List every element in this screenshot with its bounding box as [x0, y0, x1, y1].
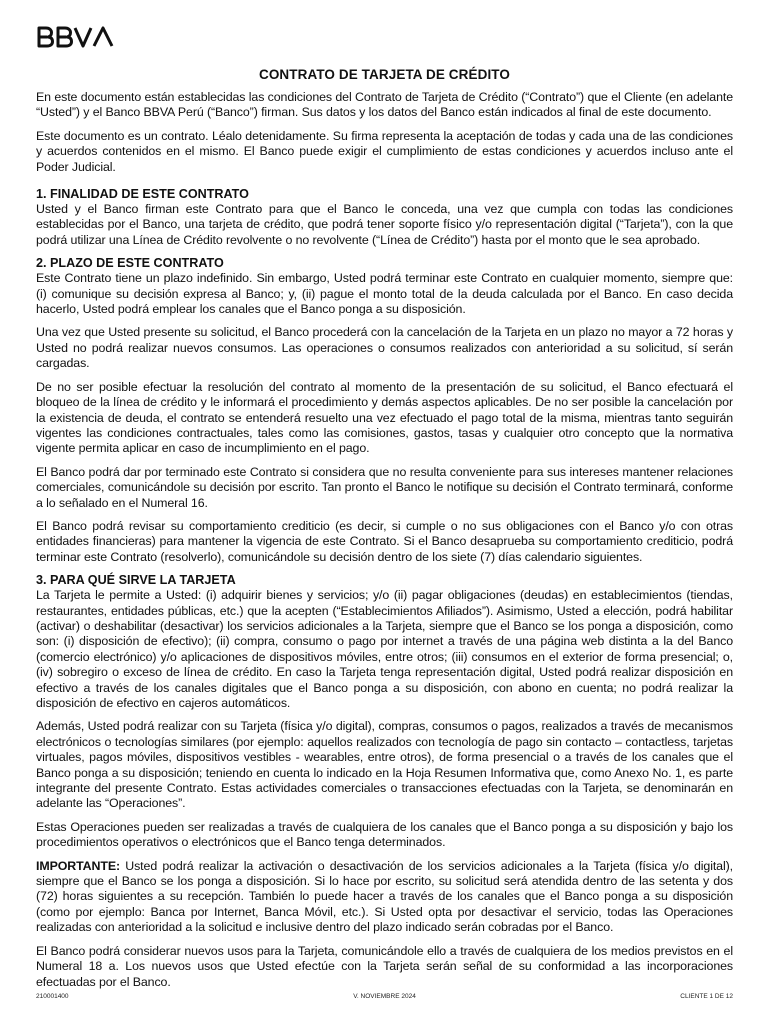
section-paragraph: Estas Operaciones pueden ser realizadas a través de cualquiera de los canales que el Banco ponga a su disposición y bajo los procedimientos operativos o electrónicos que el Banco tenga determinados.: [36, 819, 733, 850]
section-paragraph: El Banco podrá revisar su comportamiento crediticio (es decir, si cumple o no sus obligaciones con el Banco y/o con otras entidades financieras) para mantener la vigencia de este Contrato. Si el Banco desaprueba su comportamiento crediticio, podrá terminar este Contrato (resolverlo), comunicándole su decisión dentro de los siete (7) días calendario siguientes.: [36, 518, 733, 564]
section-title: 1. FINALIDAD DE ESTE CONTRATO: [36, 187, 249, 202]
document-title: CONTRATO DE TARJETA DE CRÉDITO: [258, 67, 510, 82]
section-paragraph: El Banco podrá dar por terminado este Contrato si considera que no resulta conveniente para sus intereses mantener relaciones comerciales, comunicándole su decisión por escrito. Tan pronto el Banco le notifique su decisión el Contrato terminará, conforme a lo señalado en el Numeral 16.: [36, 464, 733, 510]
important-text: Usted podrá realizar la activación o desactivación de los servicios adicionales a la Tarjeta (física y/o digital), siempre que el Banco se los ponga a disposición. Si lo hace por escrito, su solicitud será atendida dentro de las setenta y dos (72) horas siguientes a su recepción. También lo puede hacer a través de los canales que el Banco ponga a su disposición (como por ejemplo: Banca por Internet, Banca Móvil, etc.). Si Usted opta por desactivar el servicio, todas las Operaciones realizadas con anterioridad a la solicitud e inclusive dentro del plazo indicado serán cobradas por el Banco.: [36, 858, 733, 935]
section-paragraph: Una vez que Usted presente su solicitud, el Banco procederá con la cancelación de la Tarjeta en un plazo no mayor a 72 horas y Usted no podrá realizar nuevos consumos. Las operaciones o consumos realizados con anterioridad a su solicitud, sí serán cargadas.: [36, 325, 733, 371]
contract-page: [36, 24, 733, 998]
document-version: V. NOVIEMBRE 2024: [353, 993, 416, 1000]
bbva-logo: [36, 24, 120, 50]
section-title: 2. PLAZO DE ESTE CONTRATO: [36, 256, 224, 271]
section-paragraph: Este Contrato tiene un plazo indefinido. Sin embargo, Usted podrá terminar este Contrato en cualquier momento, siempre que: (i) comunique su decisión expresa al Banco; y, (ii) pague el monto total de la deuda calculada por el Banco. En caso decida hacerlo, Usted podrá emplear los canales que el Banco ponga a su disposición.: [36, 271, 733, 317]
section-paragraph: La Tarjeta le permite a Usted: (i) adquirir bienes y servicios; y/o (ii) pagar obligaciones (deudas) en establecimientos (tiendas, restaurantes, entidades públicas, etc.) que la acepten (“Establecimientos Afiliados”). Asimismo, Usted a elección, podrá habilitar (activar) o deshabilitar (desactivar) los servicios adicionales a la Tarjeta, siempre que el Banco se los ponga a disposición, como son: (i) disposición de efectivo); (ii) compra, consumo o pago por internet a través de una página web distinta a la del Banco (comercio electrónico) y/o aplicaciones de dispositivos móviles, entre otros; (iii) consumos en el exterior de forma presencial; o, (iv) sobregiro o exceso de línea de crédito. En caso la Tarjeta tenga representación digital, Usted podrá realizar disposición en efectivo a través de los canales digitales que el Banco ponga a su disposición, con abono en cuenta; no podrá realizar la disposición de efectivo en cajeros automáticos.: [36, 588, 733, 710]
important-paragraph: [36, 859, 733, 936]
section-paragraph: El Banco podrá considerar nuevos usos para la Tarjeta, comunicándole ello a través de cualquiera de los medios previstos en el Numeral 18 a. Los nuevos usos que Usted efectúe con la Tarjeta serán señal de su conformidad a las incorporaciones efectuadas por el Banco.: [36, 943, 733, 989]
section-paragraph: De no ser posible efectuar la resolución del contrato al momento de la presentación de su solicitud, el Banco efectuará el bloqueo de la línea de crédito y le informará el procedimiento y demás aspectos aplicables. De no ser posible la cancelación por la existencia de deuda, el contrato se entenderá resuelto una vez efectuado el pago total de la misma, mientras tanto seguirán vigentes las condiciones contractuales, tales como las comisiones, gastos, tasas y cualquier otro concepto que la normativa vigente permita aplicar en caso de incumplimiento en el pago.: [36, 379, 733, 456]
section-paragraph: Además, Usted podrá realizar con su Tarjeta (física y/o digital), compras, consumos o pagos, realizados a través de mecanismos electrónicos o tecnologías similares (por ejemplo: aquellos realizados con tecnología de pago sin contacto – contactless, tarjetas virtuales, pagos móviles, dispositivos vestibles - wearables, entre otros), de forma presencial o a través de los canales que el Banco ponga a su disposición; teniendo en cuenta lo indicado en la Hoja Resumen Informativa que, como Anexo No. 1, es parte integrante del presente Contrato. Estas actividades comerciales o transacciones efectuadas con la Tarjeta, se denominarán en adelante las “Operaciones”.: [36, 719, 733, 811]
section-title: 3. PARA QUÉ SIRVE LA TARJETA: [36, 573, 236, 588]
intro-paragraph: En este documento están establecidas las condiciones del Contrato de Tarjeta de Crédito (“Contrato”) que el Cliente (en adelante “Usted”) y el Banco BBVA Perú (“Banco”) firman. Sus datos y los datos del Banco están indicados al final de este documento.: [36, 90, 733, 120]
important-label: IMPORTANTE:: [36, 858, 121, 873]
section-paragraph: Usted y el Banco firman este Contrato para que el Banco le conceda, una vez que cumpla con todas las condiciones establecidas por el Banco, una tarjeta de crédito, que podrá tener soporte físico y/o representación digital (“Tarjeta”), con la que podrá utilizar una Línea de Crédito revolvente o no revolvente (“Línea de Crédito”) hasta por el monto que le sea aprobado.: [36, 202, 733, 247]
document-code: 210001400: [36, 993, 69, 1000]
intro-paragraph: Este documento es un contrato. Léalo detenidamente. Su firma representa la aceptación de todas y cada una de las condiciones y acuerdos contenidos en el mismo. El Banco puede exigir el cumplimiento de estas condiciones y acuerdos incluso ante el Poder Judicial.: [36, 128, 733, 174]
page-number: CLIENTE 1 DE 12: [680, 993, 733, 1000]
